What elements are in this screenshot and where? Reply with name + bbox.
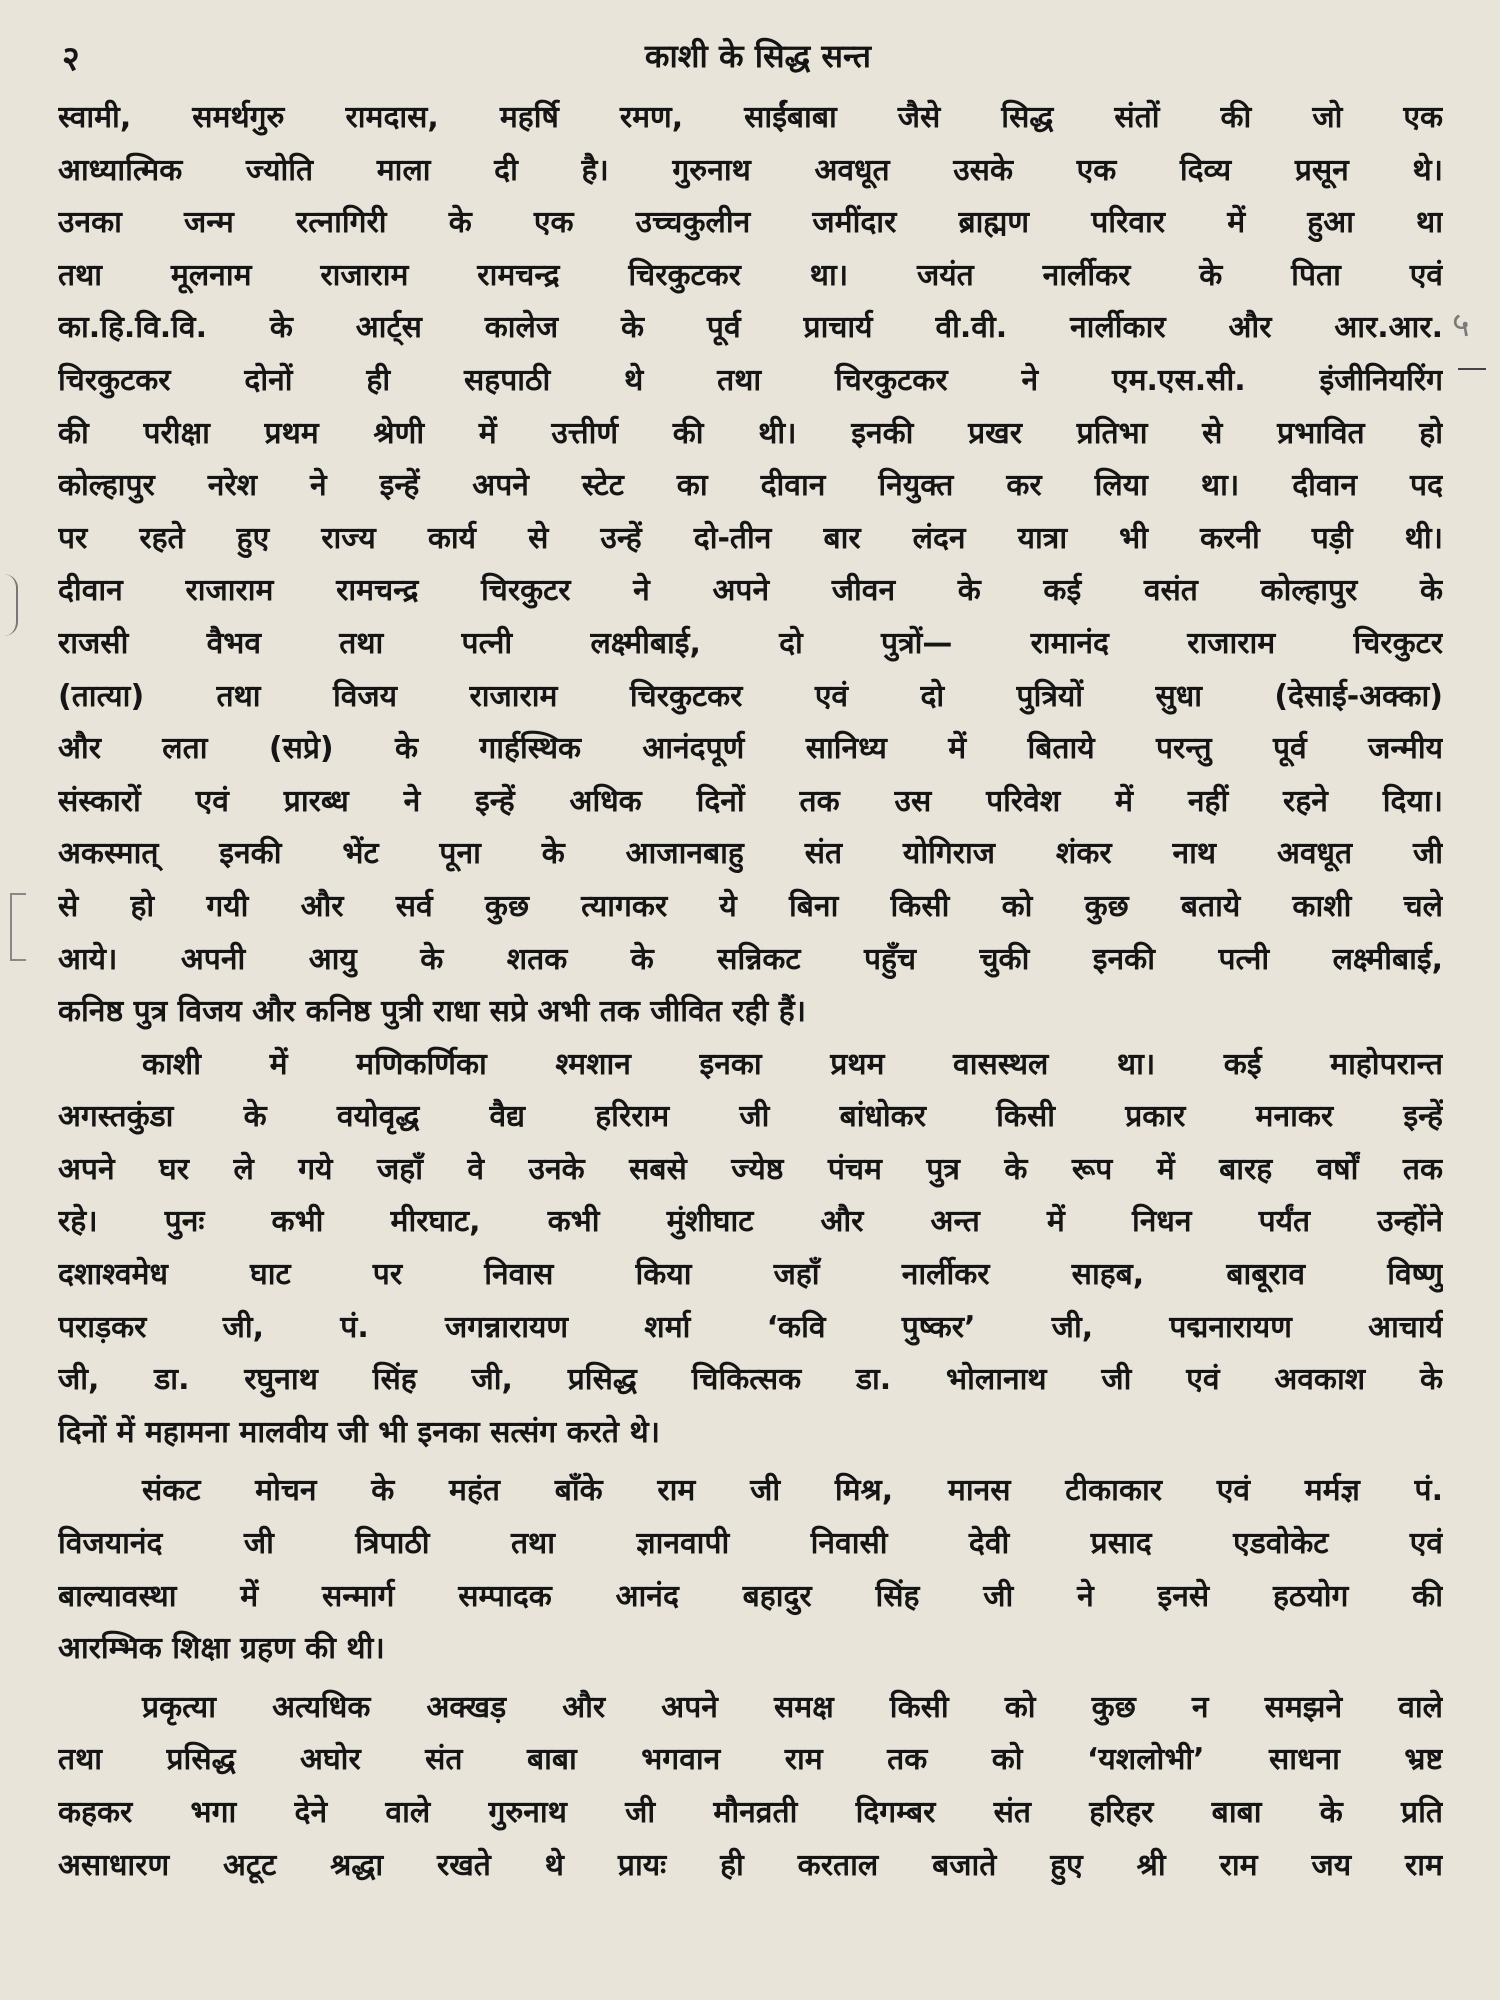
- text-line: विजयानंद जी त्रिपाठी तथा ज्ञानवापी निवासी देवी प्रसाद एडवोकेट एवं: [58, 1526, 1443, 1562]
- margin-bracket-mark: [10, 893, 26, 961]
- text-line: से हो गयी और सर्व कुछ त्यागकर ये बिना किसी को कुछ बताये काशी चले: [58, 888, 1443, 924]
- text-line: बाल्यावस्था में सन्मार्ग सम्पादक आनंद बहादुर सिंह जी ने इनसे हठयोग की: [58, 1578, 1443, 1614]
- text-line: पराड़कर जी, पं. जगन्नारायण शर्मा ‘कवि पुष्कर’ जी, पद्मनारायण आचार्य: [58, 1309, 1443, 1345]
- text-line: जी, डा. रघुनाथ सिंह जी, प्रसिद्ध चिकित्सक डा. भोलानाथ जी एवं अवकाश के: [58, 1362, 1443, 1398]
- paragraph: [58, 1465, 1443, 1675]
- page-header: [58, 34, 1458, 90]
- text-line: की परीक्षा प्रथम श्रेणी में उत्तीर्ण की थी। इनकी प्रखर प्रतिभा से प्रभावित हो: [58, 415, 1443, 451]
- text-line: दिनों में महामना मालवीय जी भी इनका सत्संग करते थे।: [58, 1414, 661, 1450]
- page-number: २: [62, 39, 80, 79]
- text-line: पर रहते हुए राज्य कार्य से उन्हें दो-तीन बार लंदन यात्रा भी करनी पड़ी थी।: [58, 520, 1443, 556]
- text-line: अकस्मात् इनकी भेंट पूना के आजानबाहु संत योगिराज शंकर नाथ अवधूत जी: [58, 836, 1443, 872]
- paragraph: [58, 92, 1443, 1039]
- text-line: आरम्भिक शिक्षा ग्रहण की थी।: [58, 1631, 385, 1667]
- text-line: रहे। पुनः कभी मीरघाट, कभी मुंशीघाट और अन्त में निधन पर्यंत उन्होंने: [58, 1204, 1443, 1240]
- text-line: अगस्तकुंडा के वयोवृद्ध वैद्य हरिराम जी बांधोकर किसी प्रकार मनाकर इन्हें: [58, 1099, 1443, 1135]
- text-line: आध्यात्मिक ज्योति माला दी है। गुरुनाथ अवधूत उसके एक दिव्य प्रसून थे।: [58, 152, 1443, 188]
- text-line: दीवान राजाराम रामचन्द्र चिरकुटर ने अपने जीवन के कई वसंत कोल्हापुर के: [58, 573, 1443, 609]
- margin-note: ५: [1452, 305, 1470, 345]
- margin-dash-mark: [1458, 368, 1486, 370]
- text-line: तथा मूलनाम राजाराम रामचन्द्र चिरकुटकर था। जयंत नार्लीकर के पिता एवं: [58, 257, 1443, 293]
- text-line: और लता (सप्रे) के गार्हस्थिक आनंदपूर्ण सानिध्य में बिताये परन्तु पूर्व जन्मीय: [58, 731, 1443, 767]
- text-line: दशाश्वमेध घाट पर निवास किया जहाँ नार्लीकर साहब, बाबूराव विष्णु: [58, 1257, 1443, 1293]
- text-line: काशी में मणिकर्णिका श्मशान इनका प्रथम वासस्थल था। कई माहोपरान्त: [142, 1046, 1443, 1082]
- text-line: अपने घर ले गये जहाँ वे उनके सबसे ज्येष्ठ पंचम पुत्र के रूप में बारह वर्षों तक: [58, 1151, 1443, 1187]
- running-head: काशी के सिद्ध सन्त: [644, 37, 872, 75]
- text-line: प्रकृत्या अत्यधिक अक्खड़ और अपने समक्ष किसी को कुछ न समझने वाले: [142, 1689, 1443, 1725]
- paragraph: [58, 1039, 1443, 1460]
- text-line: (तात्या) तथा विजय राजाराम चिरकुटकर एवं दो पुत्रियों सुधा (देसाई-अक्का): [58, 678, 1443, 714]
- text-line: संस्कारों एवं प्रारब्ध ने इन्हें अधिक दिनों तक उस परिवेश में नहीं रहने दिया।: [58, 783, 1443, 819]
- margin-stroke-mark: [4, 574, 18, 636]
- text-line: राजसी वैभव तथा पत्नी लक्ष्मीबाई, दो पुत्रों— रामानंद राजाराम चिरकुटर: [58, 625, 1443, 661]
- text-line: का.हि.वि.वि. के आर्ट्स कालेज के पूर्व प्राचार्य वी.वी. नार्लीकार और आर.आर.: [58, 310, 1443, 346]
- text-line: कहकर भगा देने वाले गुरुनाथ जी मौनव्रती दिगम्बर संत हरिहर बाबा के प्रति: [58, 1795, 1443, 1830]
- text-line: संकट मोचन के महंत बाँके राम जी मिश्र, मानस टीकाकार एवं मर्मज्ञ पं.: [142, 1473, 1443, 1509]
- text-line: असाधारण अटूट श्रद्धा रखते थे प्रायः ही करताल बजाते हुए श्री राम जय राम: [58, 1847, 1443, 1883]
- text-line: आये। अपनी आयु के शतक के सन्निकट पहुँच चुकी इनकी पत्नी लक्ष्मीबाई,: [58, 941, 1443, 977]
- text-line: कोल्हापुर नरेश ने इन्हें अपने स्टेट का दीवान नियुक्त कर लिया था। दीवान पद: [58, 468, 1443, 504]
- text-line: कनिष्ठ पुत्र विजय और कनिष्ठ पुत्री राधा सप्रे अभी तक जीवित रही हैं।: [58, 994, 807, 1030]
- text-line: तथा प्रसिद्ध अघोर संत बाबा भगवान राम तक को ‘यशलोभी’ साधना भ्रष्ट: [58, 1742, 1443, 1778]
- text-line: स्वामी, समर्थगुरु रामदास, महर्षि रमण, साईंबाबा जैसे सिद्ध संतों की जो एक: [58, 100, 1443, 135]
- body-text: [58, 92, 1443, 1892]
- text-line: चिरकुटकर दोनों ही सहपाठी थे तथा चिरकुटकर ने एम.एस.सी. इंजीनियरिंग: [58, 362, 1443, 398]
- text-line: उनका जन्म रत्नागिरी के एक उच्चकुलीन जमींदार ब्राह्मण परिवार में हुआ था: [58, 205, 1443, 241]
- paragraph: [58, 1682, 1443, 1892]
